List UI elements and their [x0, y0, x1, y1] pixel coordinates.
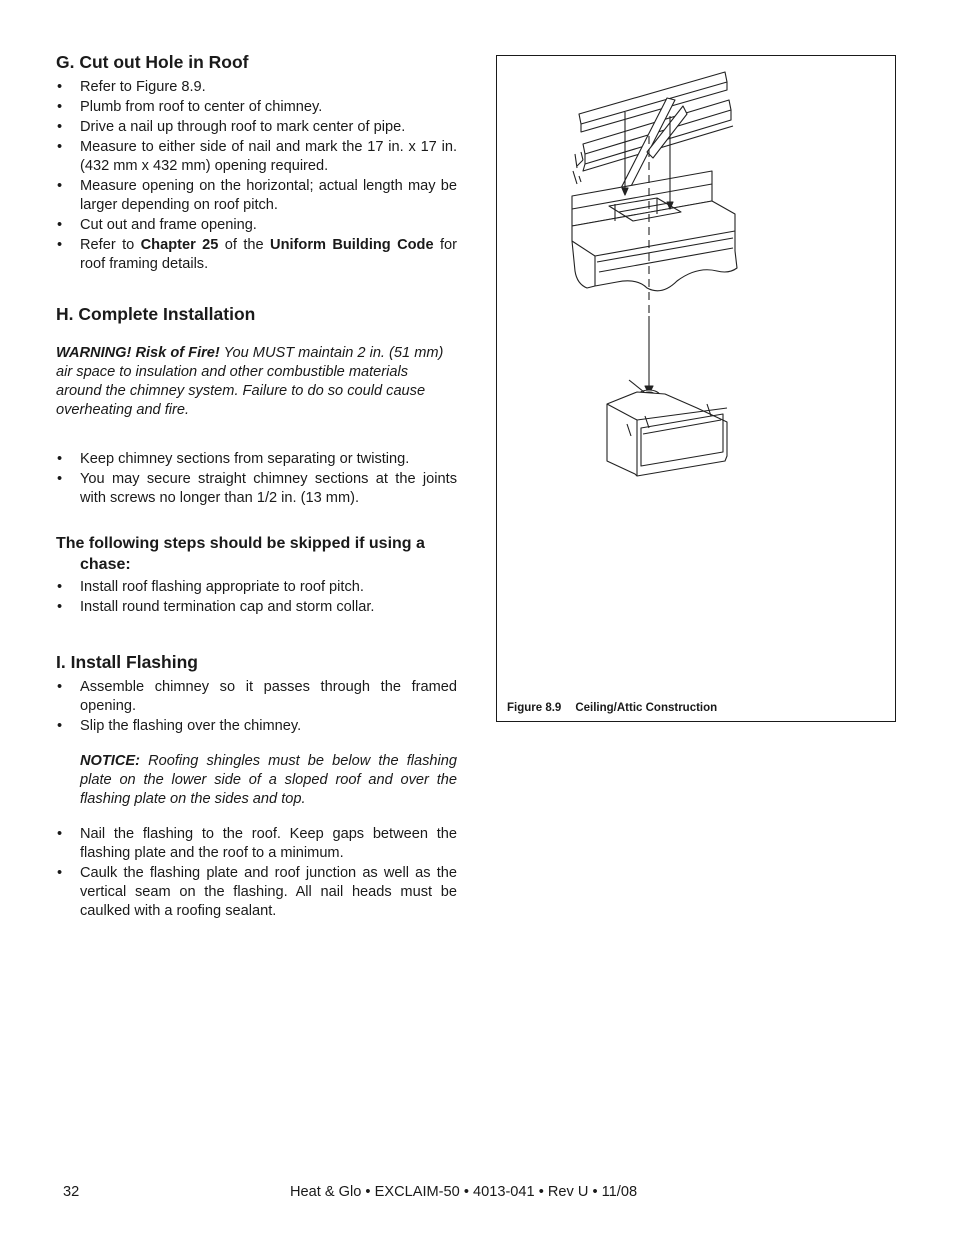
text-run: of the [218, 237, 271, 253]
ceiling-joists [572, 171, 737, 291]
list-item: • Nail the flashing to the roof. Keep gaps between the flashing plate and the roof to a minimum. [56, 825, 457, 863]
appliance-box [607, 380, 727, 476]
section-g-heading: G. Cut out Hole in Roof [56, 52, 249, 72]
notice-label: NOTICE: [80, 753, 140, 769]
figure-8-9 [496, 55, 896, 722]
list-item: • You may secure straight chimney sections at the joints with screws no longer than 1/2 in. (13 mm). [56, 470, 457, 508]
list-item: • Slip the flashing over the chimney. [56, 717, 457, 736]
notice [80, 752, 457, 809]
list-item: • Keep chimney sections from separating or twisting. [56, 450, 457, 469]
list-item: • Drive a nail up through roof to mark center of pipe. [56, 118, 457, 137]
figure-caption [507, 702, 717, 714]
fire-warning [56, 344, 457, 420]
section-h-list [56, 450, 457, 508]
text-run: for roof framing details. [80, 237, 458, 272]
section-i-list-after [56, 825, 457, 921]
section-h-heading: H. Complete Installation [56, 304, 256, 324]
attic-construction-illustration [497, 56, 895, 696]
section-i-list [56, 678, 457, 736]
code-ref: Uniform Building Code [270, 237, 434, 253]
list-item: • Install roof flashing appropriate to roof pitch. [56, 578, 457, 597]
list-item: • Measure to either side of nail and mark the 17 in. x 17 in. (432 mm x 432 mm) opening required. [56, 138, 457, 176]
chase-skip-list [56, 578, 457, 617]
list-item: • Measure opening on the horizontal; actual length may be larger depending on roof pitch. [56, 177, 457, 215]
chapter-ref: Chapter 25 [140, 237, 219, 253]
left-column [56, 52, 457, 922]
chase-skip-heading: The following steps should be skipped if using a chase: [56, 535, 425, 573]
list-item: • Cut out and frame opening. [56, 216, 457, 235]
list-item: • Plumb from roof to center of chimney. [56, 98, 457, 117]
section-i-heading: I. Install Flashing [56, 652, 198, 672]
list-item: • Install round termination cap and storm collar. [56, 598, 457, 617]
text-run: Refer to [80, 237, 141, 253]
section-g-list [56, 78, 457, 274]
warning-text: You MUST maintain 2 in. (51 mm) air space to insulation and other combustible materials around the chimney system. Failure to do so could cause overheating and fire. [56, 345, 444, 418]
warning-label: WARNING! Risk of Fire! [56, 345, 220, 361]
figure-number: Figure 8.9 [507, 702, 562, 714]
list-item-building-code [56, 236, 457, 274]
list-item: • Assemble chimney so it passes through the framed opening. [56, 678, 457, 716]
page-number: 32 [63, 1184, 80, 1200]
figure-title: Ceiling/Attic Construction [575, 702, 718, 714]
list-item: • Caulk the flashing plate and roof junction as well as the vertical seam on the flashing. All nail heads must be caulked with a roofing sealant. [56, 864, 457, 921]
list-item: • Refer to Figure 8.9. [56, 78, 457, 97]
notice-text: Roofing shingles must be below the flashing plate on the lower side of a sloped roof and over the flashing plate on the sides and top. [80, 753, 457, 807]
footer-info: Heat & Glo • EXCLAIM-50 • 4013-041 • Rev U • 11/08 [290, 1184, 638, 1200]
